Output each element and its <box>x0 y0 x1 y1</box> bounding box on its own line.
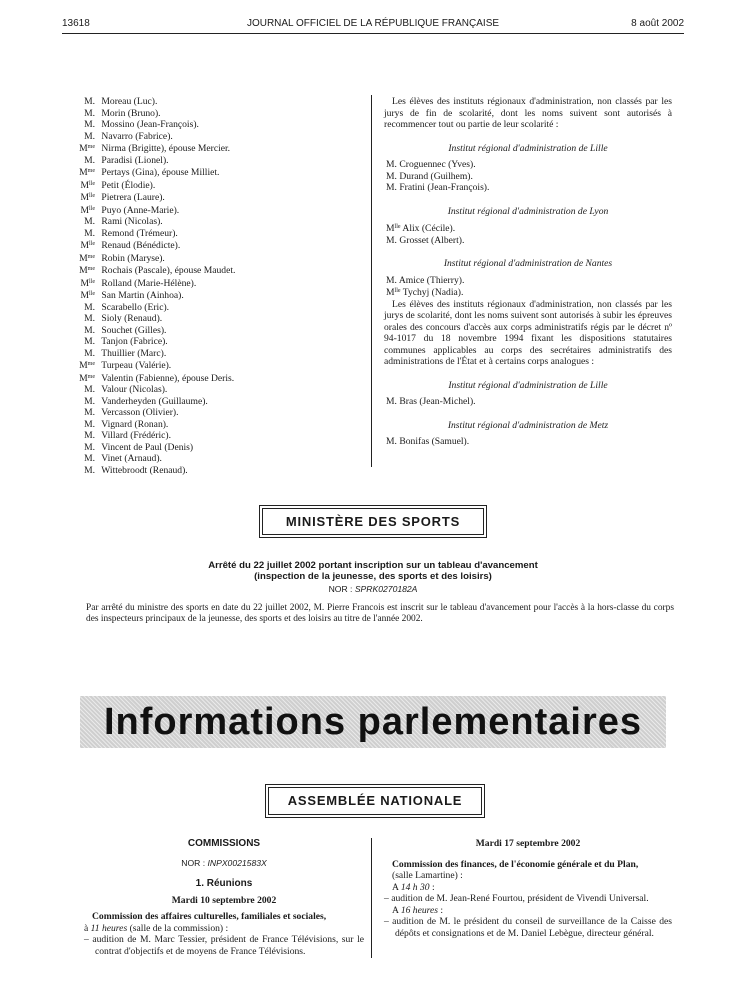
person-name: Rochais (Pascale), épouse Maudet. <box>101 265 236 276</box>
civility: $M^{me}$ <box>79 372 95 384</box>
name-entry <box>74 228 359 240</box>
civility: M. <box>84 301 95 313</box>
column-divider <box>371 95 372 467</box>
civility: M. <box>386 234 397 246</box>
civility: M. <box>84 154 95 166</box>
civility: $M^{lle}$ <box>80 179 95 191</box>
name-entry <box>386 171 672 183</box>
person-name: Fratini (Jean-François). <box>399 182 490 193</box>
civility: M. <box>84 119 95 130</box>
institute-heading-lille-2: Institut régional d'administration de Lille <box>448 379 608 391</box>
person-name: Pietrera (Laure). <box>101 192 165 203</box>
agenda-item: – audition de M. Marc Tessier, président de France Télévisions, sur le contrat d'objectifs et de moyens de France Télévisions. <box>84 934 364 957</box>
name-entry <box>74 372 359 385</box>
institute-heading-metz: Institut régional d'administration de Metz <box>447 419 609 431</box>
civility: $M^{me}$ <box>79 143 95 154</box>
person-name: Amice (Thierry). <box>398 274 465 286</box>
arrete-title-line-2: (inspection de la jeunesse, des sports et des loisirs) <box>254 571 492 582</box>
meeting-time-line: A 14 h 30 : <box>392 881 435 893</box>
person-name: Nirma (Brigitte), épouse Mercier. <box>101 143 231 154</box>
time-prefix: A <box>392 904 401 916</box>
section-banner <box>80 696 666 748</box>
person-name: Sioly (Renaud). <box>101 313 163 324</box>
civility: M. <box>84 107 95 119</box>
name-entry <box>386 275 672 287</box>
name-entry <box>74 204 359 217</box>
name-entry <box>74 131 359 143</box>
meeting-time: 14 h 30 <box>400 881 430 893</box>
person-name: Turpeau (Valérie). <box>101 360 172 371</box>
person-name: Bras (Jean-Michel). <box>399 396 476 407</box>
civility: M. <box>84 216 95 227</box>
person-name: Vignard (Ronan). <box>101 418 169 430</box>
person-name: Rami (Nicolas). <box>101 216 163 227</box>
meeting-date: Mardi 10 septembre 2002 <box>171 894 277 906</box>
name-entry <box>74 348 359 360</box>
civility: M. <box>84 407 95 418</box>
commission-name: Commission des affaires culturelles, familiales et sociales, <box>92 911 327 922</box>
name-entry <box>386 396 672 408</box>
commission-name: Commission des finances, de l'économie générale et du Plan, <box>392 858 639 870</box>
assemblee-title-box <box>268 787 482 815</box>
nor-code: INPX0021583X <box>207 857 267 868</box>
agenda-item: – audition de M. Jean-René Fourtou, président de Vivendi Universal. <box>384 893 649 904</box>
meeting-room: (salle Lamartine) : <box>392 870 463 881</box>
meeting-time-line: A 16 heures : <box>392 904 444 916</box>
institute-heading-lyon: Institut régional d'administration de Lyon <box>447 205 609 217</box>
intro-paragraph-2: Les élèves des instituts régionaux d'administration, non classés par les jurys de scolarité, dont les noms suivent sont autorisés à subir les épreuves orales des concours d'accès aux corps administratifs régis par le décret nº 94-1017 du 18 novembre 1994 fixant les dispositions statutaires communes applicables au corps des secrétaires administratifs des administrations de l'État et à certains corps analogues : <box>384 298 672 367</box>
name-entry <box>386 286 672 299</box>
column-divider <box>371 838 372 958</box>
civility: $M^{lle}$ <box>386 287 401 298</box>
person-name: Tanjon (Fabrice). <box>101 336 168 347</box>
civility: M. <box>84 347 95 359</box>
civility: $M^{lle}$ <box>386 223 401 234</box>
box-frame <box>265 784 485 818</box>
intro-paragraph-1: Les élèves des instituts régionaux d'administration, non classés par les jurys de fin de scolarité, dont les noms suivent sont autorisés à recommencer tout ou partie de leur scolarité : <box>384 96 672 130</box>
civility: M. <box>84 418 95 430</box>
header-rule <box>62 33 684 34</box>
person-name: Renaud (Bénédicte). <box>101 240 181 251</box>
person-name: Vercasson (Olivier). <box>101 407 179 418</box>
civility: M. <box>84 441 95 453</box>
name-entry <box>74 166 359 179</box>
banner-title: Informations parlementaires <box>103 701 643 743</box>
name-entry <box>74 384 359 396</box>
name-entry <box>386 235 672 247</box>
name-entry <box>74 155 359 167</box>
name-entry <box>74 142 359 155</box>
page-header <box>62 18 684 32</box>
person-name: Wittebroodt (Renaud). <box>101 464 188 476</box>
arrete-title <box>62 560 684 582</box>
box-frame <box>259 505 487 538</box>
civility: $M^{me}$ <box>79 360 95 371</box>
name-entry <box>74 325 359 337</box>
person-name: Thuillier (Marc). <box>101 347 167 359</box>
civility: M. <box>386 159 397 170</box>
person-name: Morin (Bruno). <box>101 107 161 119</box>
time-prefix: à <box>84 922 91 934</box>
civility: M. <box>84 336 95 347</box>
civility: $M^{lle}$ <box>80 240 95 251</box>
person-name: San Martin (Ainhoa). <box>101 290 184 301</box>
name-entry <box>74 96 359 108</box>
name-entry <box>386 182 672 194</box>
civility: M. <box>386 182 397 193</box>
person-name: Alix (Cécile). <box>402 223 456 234</box>
assemblee-title: ASSEMBLÉE NATIONALE <box>287 793 463 808</box>
names-list <box>74 96 359 476</box>
civility: $M^{me}$ <box>79 167 95 178</box>
person-name: Bonifas (Samuel). <box>399 436 470 447</box>
person-name: Robin (Maryse). <box>101 252 165 264</box>
name-entry <box>74 430 359 442</box>
civility: $M^{lle}$ <box>80 277 95 289</box>
person-name: Villard (Frédéric). <box>101 430 171 441</box>
time-prefix: A <box>392 881 401 893</box>
name-entry <box>386 159 672 171</box>
name-entry <box>74 336 359 348</box>
civility: M. <box>84 395 95 407</box>
meeting-date: Mardi 17 septembre 2002 <box>475 838 581 849</box>
meeting-time: 16 heures <box>400 904 439 916</box>
civility: M. <box>386 170 397 182</box>
civility: M. <box>84 313 95 324</box>
name-entry <box>386 222 672 235</box>
institute-names-lyon <box>384 222 672 246</box>
institute-heading-lille: Institut régional d'administration de Lille <box>448 142 608 154</box>
name-entry <box>74 108 359 120</box>
person-name: Vincent de Paul (Denis) <box>101 441 194 453</box>
name-entry <box>74 191 359 204</box>
civility: $M^{lle}$ <box>80 192 95 203</box>
commissions-left-column <box>84 838 364 957</box>
civility: $M^{lle}$ <box>80 290 95 301</box>
person-name: Scarabello (Eric). <box>101 301 170 313</box>
nor-code: SPRK0270182A <box>354 584 418 594</box>
person-name: Rolland (Marie-Hélène). <box>101 277 197 289</box>
name-entry <box>74 302 359 314</box>
person-name: Paradisi (Lionel). <box>101 154 169 166</box>
institute-heading-nantes: Institut régional d'administration de Nantes <box>443 258 613 269</box>
civility: $M^{lle}$ <box>80 204 95 216</box>
name-entry <box>74 465 359 477</box>
right-column <box>384 96 672 448</box>
person-name: Grosset (Albert). <box>399 234 465 246</box>
issue-date: 8 août 2002 <box>631 18 684 29</box>
person-name: Remond (Trémeur). <box>101 227 178 239</box>
person-name: Croguennec (Yves). <box>399 159 476 170</box>
name-entry <box>74 313 359 325</box>
name-entry <box>74 419 359 431</box>
civility: M. <box>84 464 95 476</box>
civility: M. <box>386 436 397 447</box>
ministry-title-box <box>262 508 484 535</box>
person-name: Valentin (Fabienne), épouse Deris. <box>101 372 235 384</box>
person-name: Pertays (Gina), épouse Milliet. <box>101 167 220 178</box>
name-entry <box>74 289 359 302</box>
journal-title: JOURNAL OFFICIEL DE LA RÉPUBLIQUE FRANÇAISE <box>246 18 500 29</box>
institute-names-nantes <box>384 275 672 299</box>
commissions-heading: COMMISSIONS <box>187 838 261 849</box>
nor-label: NOR : <box>328 584 353 594</box>
person-name: Valour (Nicolas). <box>101 384 168 395</box>
nor-reference <box>84 858 364 870</box>
meeting-time: 11 heures <box>90 922 128 934</box>
civility: M. <box>84 453 95 464</box>
name-entry <box>74 252 359 265</box>
arrete-body: Par arrêté du ministre des sports en date du 22 juillet 2002, M. Pierre Francois est inscrit sur le tableau d'avancement pour l'accès à la hors-classe du corps des inspecteurs principaux de la jeunesse, des sports et des loisirs au titre de l'année 2002. <box>86 603 674 625</box>
institute-names-metz <box>384 436 672 448</box>
civility: M. <box>84 130 95 142</box>
name-entry <box>74 264 359 277</box>
civility: $M^{me}$ <box>79 265 95 276</box>
name-entry <box>74 396 359 408</box>
ministry-title: MINISTÈRE DES SPORTS <box>285 514 461 529</box>
person-name: Navarro (Fabrice). <box>101 130 173 142</box>
person-name: Puyo (Anne-Marie). <box>101 204 180 216</box>
civility: M. <box>84 384 95 395</box>
name-entry <box>74 407 359 419</box>
name-entry <box>74 453 359 465</box>
institute-names-lille-2 <box>384 396 672 408</box>
civility: $M^{me}$ <box>79 252 95 264</box>
civility: M. <box>84 430 95 441</box>
institute-names-lille <box>384 159 672 194</box>
civility: M. <box>84 227 95 239</box>
name-entry <box>74 277 359 290</box>
person-name: Souchet (Gilles). <box>101 324 167 336</box>
person-name: Vanderheyden (Guillaume). <box>101 395 208 407</box>
commissions-right-column <box>384 838 672 939</box>
meeting-room: (salle de la commission) : <box>127 922 229 934</box>
name-entry <box>74 119 359 131</box>
person-name: Moreau (Luc). <box>101 96 158 107</box>
meeting-time-line <box>84 923 364 935</box>
name-entry <box>74 359 359 372</box>
person-name: Mossino (Jean-François). <box>101 119 199 130</box>
person-name: Durand (Guilhem). <box>399 170 473 182</box>
name-entry <box>386 436 672 448</box>
nor-reference <box>62 584 684 594</box>
name-entry <box>74 239 359 252</box>
arrete-title-line-1: Arrêté du 22 juillet 2002 portant inscription sur un tableau d'avancement <box>208 560 538 571</box>
agenda-item: – audition de M. le président du conseil de surveillance de la Caisse des dépôts et consignations et de M. Daniel Lebègue, directeur général. <box>384 916 672 939</box>
civility: M. <box>386 396 397 407</box>
civility: M. <box>84 96 95 107</box>
name-entry <box>74 442 359 454</box>
person-name: Tychyj (Nadia). <box>402 287 464 298</box>
name-entry <box>74 216 359 228</box>
civility: M. <box>84 324 95 336</box>
section-heading: 1. Réunions <box>195 878 253 889</box>
name-entry <box>74 179 359 192</box>
civility: M. <box>386 274 397 286</box>
person-name: Petit (Élodie). <box>101 179 156 191</box>
nor-label: NOR : <box>181 857 206 868</box>
person-name: Vinet (Arnaud). <box>101 453 162 464</box>
page-number: 13618 <box>62 18 90 29</box>
